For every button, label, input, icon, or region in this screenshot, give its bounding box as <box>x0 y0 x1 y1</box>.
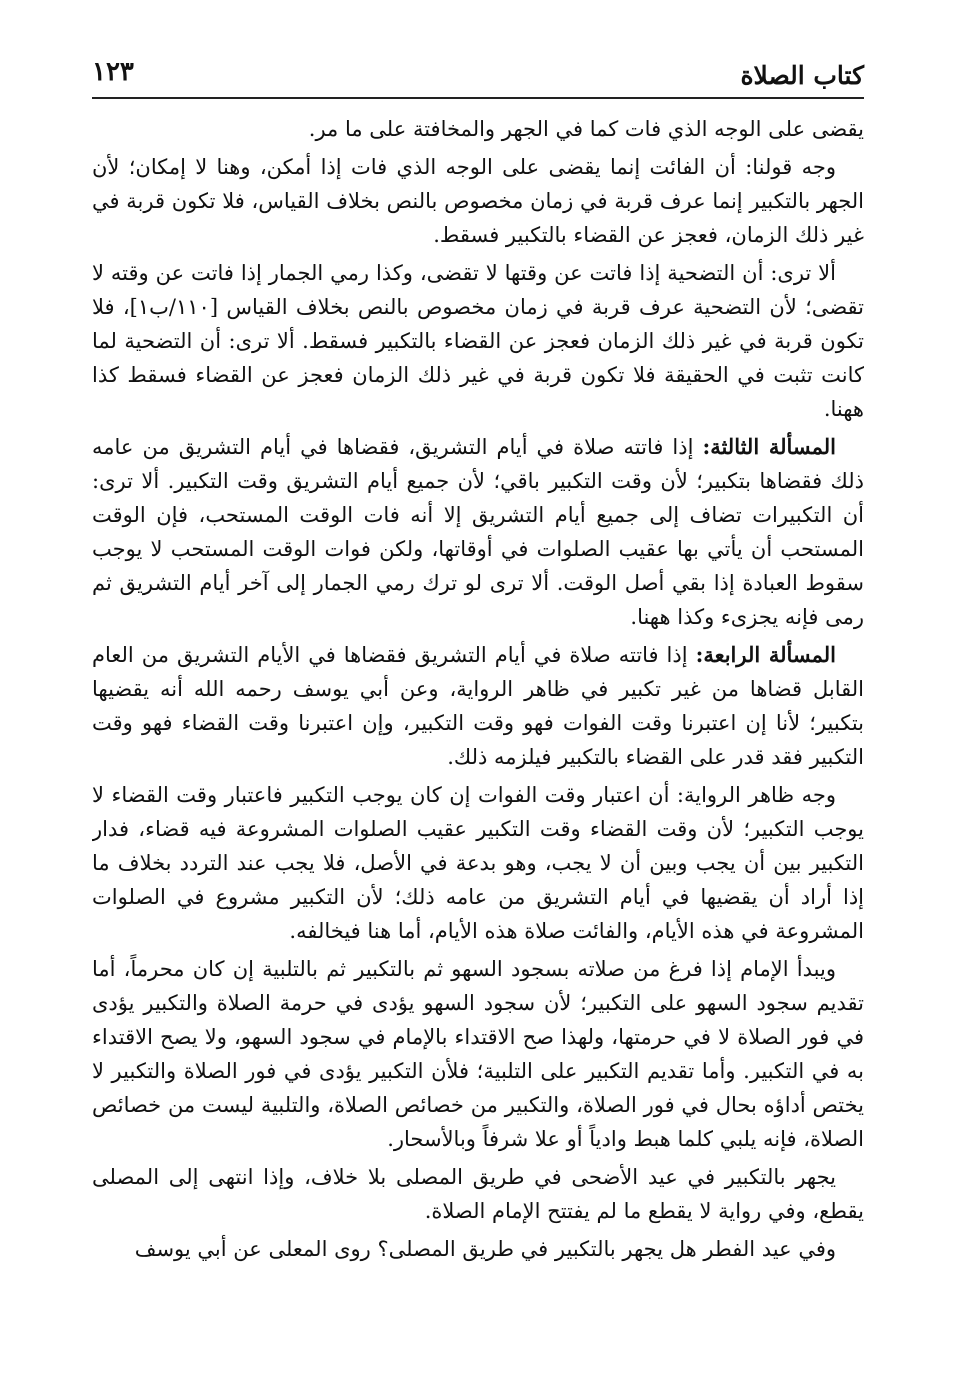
paragraph-text: وجه قولنا: أن الفائت إنما يقضى على الوجه الذي فات إذا أمكن، وهنا لا إمكان؛ لأن الجهر بالتكبير إنما عرف قربة في زمان مخصوص بالنص بخلاف القياس، فلا تكون قربة في غير ذلك الزمان، فعجز عن القضاء بالتكبير فسقط. <box>92 155 864 247</box>
header-divider <box>92 97 864 99</box>
paragraph <box>92 150 864 252</box>
paragraph <box>92 256 864 426</box>
paragraph-text: وجه ظاهر الرواية: أن اعتبار وقت الفوات إن كان يوجب التكبير فاعتبار وقت القضاء لا يوجب التكبير؛ لأن وقت القضاء وقت التكبير عقيب الصلوات المشروعة فيه قضاء، فدار التكبير بين أن يجب وبين أن لا يجب، وهو بدعة في الأصل، فلا يجب عند التردد بخلاف ما إذا أراد أن يقضيها في أيام التشريق من عامه ذلك؛ لأن التكبير مشروع في الصلوات المشروعة في هذه الأيام، والفائت صلاة هذه الأيام، أما هنا فيخالفه. <box>92 783 864 943</box>
paragraph-text: إذا فاتته صلاة في أيام التشريق فقضاها في الأيام التشريق من العام القابل قضاها من غير تكبير في ظاهر الرواية، وعن أبي يوسف رحمه الله أنه يقضيها بتكبير؛ لأنا إن اعتبرنا وقت الفوات فهو وقت التكبير، وإن اعتبرنا وقت القضاء فهو وقت التكبير فقد قدر على القضاء بالتكبير فيلزمه ذلك. <box>92 643 864 769</box>
paragraph <box>92 638 864 774</box>
section-heading: المسألة الرابعة: <box>695 642 836 667</box>
paragraph <box>92 430 864 634</box>
paragraph <box>92 952 864 1156</box>
paragraph-text: إذا فاتته صلاة في أيام التشريق، فقضاها في أيام التشريق من عامه ذلك فقضاها بتكبير؛ لأن وقت التكبير باقي؛ لأن جميع أيام التشريق وقت التكبير. ألا ترى: أن التكبيرات تضاف إلى جميع أيام التشريق إلا أنه فات الوقت المستحب، فإن الوقت المستحب أن يأتي بها عقيب الصلوات في أوقاتها، ولكن فوات الوقت المستحب لا يوجب سقوط العبادة إذا بقي أصل الوقت. ألا ترى لو ترك رمي الجمار إلى آخر أيام التشريق ثم رمى فإنه يجزىء وكذا ههنا. <box>92 435 864 629</box>
paragraph <box>92 112 864 146</box>
paragraph <box>92 778 864 948</box>
paragraph-text: وفي عيد الفطر هل يجهر بالتكبير في طريق المصلى؟ روى المعلى عن أبي يوسف <box>134 1237 836 1261</box>
page-number: ١٢٣ <box>92 57 134 87</box>
body-text <box>92 112 864 1382</box>
page-header <box>92 55 864 97</box>
paragraph-text: يجهر بالتكبير في عيد الأضحى في طريق المصلى بلا خلاف، وإذا انتهى إلى المصلى يقطع، وفي رواية لا يقطع ما لم يفتتح الإمام الصلاة. <box>92 1165 864 1223</box>
paragraph-text: ويبدأ الإمام إذا فرغ من صلاته بسجود السهو ثم بالتكبير ثم بالتلبية إن كان محرماً، أما تقديم سجود السهو على التكبير؛ لأن سجود السهو يؤدى في حرمة الصلاة والتكبير يؤدى في فور الصلاة لا في حرمتها، ولهذا صح الاقتداء بالإمام في سجود السهو، ولا يصح الاقتداء به في التكبير. وأما تقديم التكبير على التلبية؛ فلأن التكبير يؤدى في فور الصلاة والتكبير لا يختص أداؤه بحال في فور الصلاة، والتكبير من خصائص الصلاة، والتلبية ليست من خصائص الصلاة، فإنه يلبي كلما هبط وادياً أو علا شرفاً وبالأسحار. <box>92 957 864 1151</box>
book-title: كتاب الصلاة <box>740 61 864 90</box>
section-heading: المسألة الثالثة: <box>702 434 836 459</box>
paragraph <box>92 1160 864 1228</box>
paragraph-text: يقضى على الوجه الذي فات كما في الجهر والمخافتة على ما مر. <box>308 117 864 141</box>
paragraph-text: ألا ترى: أن التضحية إذا فاتت عن وقتها لا تقضى، وكذا رمي الجمار إذا فاتت عن وقته لا تقضى؛ لأن التضحية عرف قربة في زمان مخصوص بالنص بخلاف القياس [١١٠/ب١]، فلا تكون قربة في غير ذلك الزمان فعجز عن القضاء بالتكبير فسقط. ألا ترى: أن التضحية لما كانت تثبت في الحقيقة فلا تكون قربة في غير ذلك الزمان فعجز عن القضاء فسقط كذا ههنا. <box>92 261 864 421</box>
paragraph <box>92 1232 864 1266</box>
